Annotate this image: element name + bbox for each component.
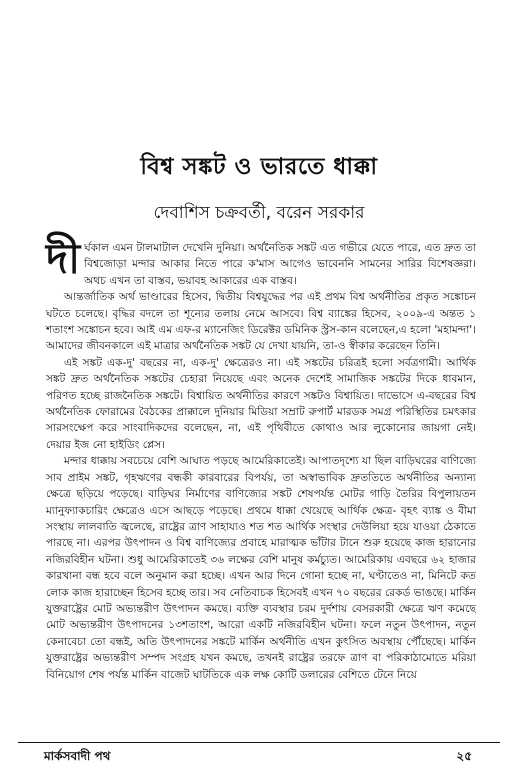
- paragraph: এই সঙ্কট এক-দু' বছরের না, এক-দু' ক্ষেত্রেরও না। এই সঙ্কটের চরিত্রই হলো সর্বত্রগামী। আর্থিক সঙ্কট দ্রুত অর্থনৈতিক সঙ্কটের চেহারা নিয়েছে এবং অনেক দেশেই সামাজিক সঙ্কটের দিকে ধাবমান, পরিণত হচ্ছে রাজনৈতিক সঙ্কটে। বিশ্বায়িত অর্থনীতির কারণে সঙ্কটও বিশ্বায়িত। দাভোসে এ-বছরের বিশ্ব অর্থনৈতিক ফোরামের বৈঠকের প্রাক্কালে দুনিয়ার মিডিয়া সম্রাট রুপার্ট মারডক সমগ্র পরিস্থিতির চমৎকার সারসংক্ষেপ করে সাংবাদিকদের বলেছেন, না, এই পৃথিবীতে কোথাও আর লুকোনোর জায়গা নেই। দেয়ার ইজ নো হাইডিং প্লেস।: [46, 356, 476, 451]
- paragraph: আন্তর্জাতিক অর্থ ভাণ্ডারের হিসেব, দ্বিতীয় বিশ্বযুদ্ধের পর এই প্রথম বিশ্ব অর্থনীতির প্রকৃত সঙ্কোচন ঘটতে চলেছে। বৃদ্ধির বদলে তা শূন্যের তলায় নেমে আসবে। বিশ্ব ব্যাঙ্কের হিসেব, ২০০৯-এ অন্তত ১ শতাংশ সঙ্কোচন হবে। আই এম এফ-র ম্যানেজিং ডিরেক্টর ডমিনিক স্ট্রস-কান বলেছেন,এ হলো 'মহামন্দা'। আমাদের জীবনকালে এই মাত্রার অর্থনৈতিক সঙ্কট যে দেখা যায়নি, তা-ও স্বীকার করেছেন তিনি।: [46, 291, 476, 353]
- drop-cap: দী: [46, 234, 81, 283]
- article-authors: দেবাশিস চক্রবর্তী, বরেন সরকার: [153, 203, 365, 223]
- footer-divider: [18, 742, 500, 743]
- paragraph-text: র্ঘকাল এমন টালমাটাল দেখেনি দুনিয়া। অর্থনৈতিক সঙ্কট এত গভীরে যেতে পারে, এত দ্রুত তা বিশ্বজোড়া মন্দার আকার নিতে পারে ক'মাস আগেও ভাবেননি সামনের সারির বিশেষজ্ঞরা। অথচ এখন তা বাস্তব, ভয়াবহ আকারের এক বাস্তব।: [84, 242, 476, 287]
- paragraph: মন্দার ধাক্কায় সবচেয়ে বেশি আঘাত পড়ছে আমেরিকাতেই। আপাতদৃশ্যে যা ছিল বাড়িঘরের বাণিজ্যে সাব প্রাইম সঙ্কট, গৃহঋণের বন্ধকী কারবারের বিপর্যয়, তা অস্বাভাবিক দ্রুততিতে অর্থনীতির অন্যান্য ক্ষেত্রে ছড়িয়ে পড়েছে। বাড়িঘর নির্মাণের বাণিজ্যের সঙ্কট শেষপর্যন্ত মোটর গাড়ি তৈরির বিপুলায়তন ম্যানুফ্যাকচারিং ক্ষেত্রেও এসে আছড়ে পড়েছে। প্রথমে ধাক্কা খেয়েছে আর্থিক ক্ষেত্র- বৃহৎ ব্যাঙ্ক ও বীমা সংস্থায় লালবাতি জ্বলেছে, রাষ্ট্রের ত্রাণ সাহায্যও শত শত আর্থিক সংস্থার দেউলিয়া হয়ে যাওয়া ঠেকাতে পারছে না। এরপর উৎপাদন ও বিশ্ব বাণিজ্যের প্রবাহে মারাত্মক ভাঁটার টানে শুরু হয়েছে কাজ হারানোর নজিরবিহীন ঘটনা। শুধু আমেরিকাতেই ৩৬ লক্ষের বেশি মানুষ কর্মচ্যুত। আমেরিকায় এবছরে ৬২ হাজার কারখানা বন্ধ হবে বলে অনুমান করা হচ্ছে। এখন আর দিনে গোনা হচ্ছে না, ঘণ্টাতেও না, মিনিটে কত লোক কাজ হারাচ্ছেন হিসেব হচ্ছে তার। সব নেতিবাচক হিসেবই এখন ৭০ বছরের রেকর্ড ভাঙছে। মার্কিন যুক্তরাষ্ট্রের মোট অভ্যন্তরীণ উৎপাদন কমছে। ব্যক্তি ব্যবস্থার চরম দুর্দশায় বেসরকারী ক্ষেত্রে ঋণ কমেছে মোট অভ্যন্তরীণ উৎপাদনের ১৩শতাংশ, আরো একটি নজিরবিহীন ঘটনা। ফলে নতুন উৎপাদন, নতুন কেনাবেচা তো বন্ধই, অতি উৎপাদনের সঙ্কটে মার্কিন অর্থনীতি এখন কুৎসিত অবস্থায় পৌঁছেছে। মার্কিন যুক্তরাষ্ট্রের অভ্যন্তরীণ সম্পদ সংগ্রহ যখন কমছে, তখনই রাষ্ট্রের তরফে ত্রাণ বা পরিকাঠামোতে মরিয়া বিনিয়োগ শেষ পর্যন্ত মার্কিন বাজেট ঘাটতিকে এক লক্ষ কোটি ডলারের বেশিতে টেনে নিয়ে: [46, 455, 476, 681]
- page-number: ২৫: [456, 749, 472, 763]
- article-body: [46, 234, 476, 683]
- article-title: বিশ্ব সঙ্কট ও ভারতে ধাক্কা: [140, 154, 378, 180]
- journal-name: মার্কসবাদী পথ: [44, 749, 111, 763]
- paragraph: [46, 234, 476, 289]
